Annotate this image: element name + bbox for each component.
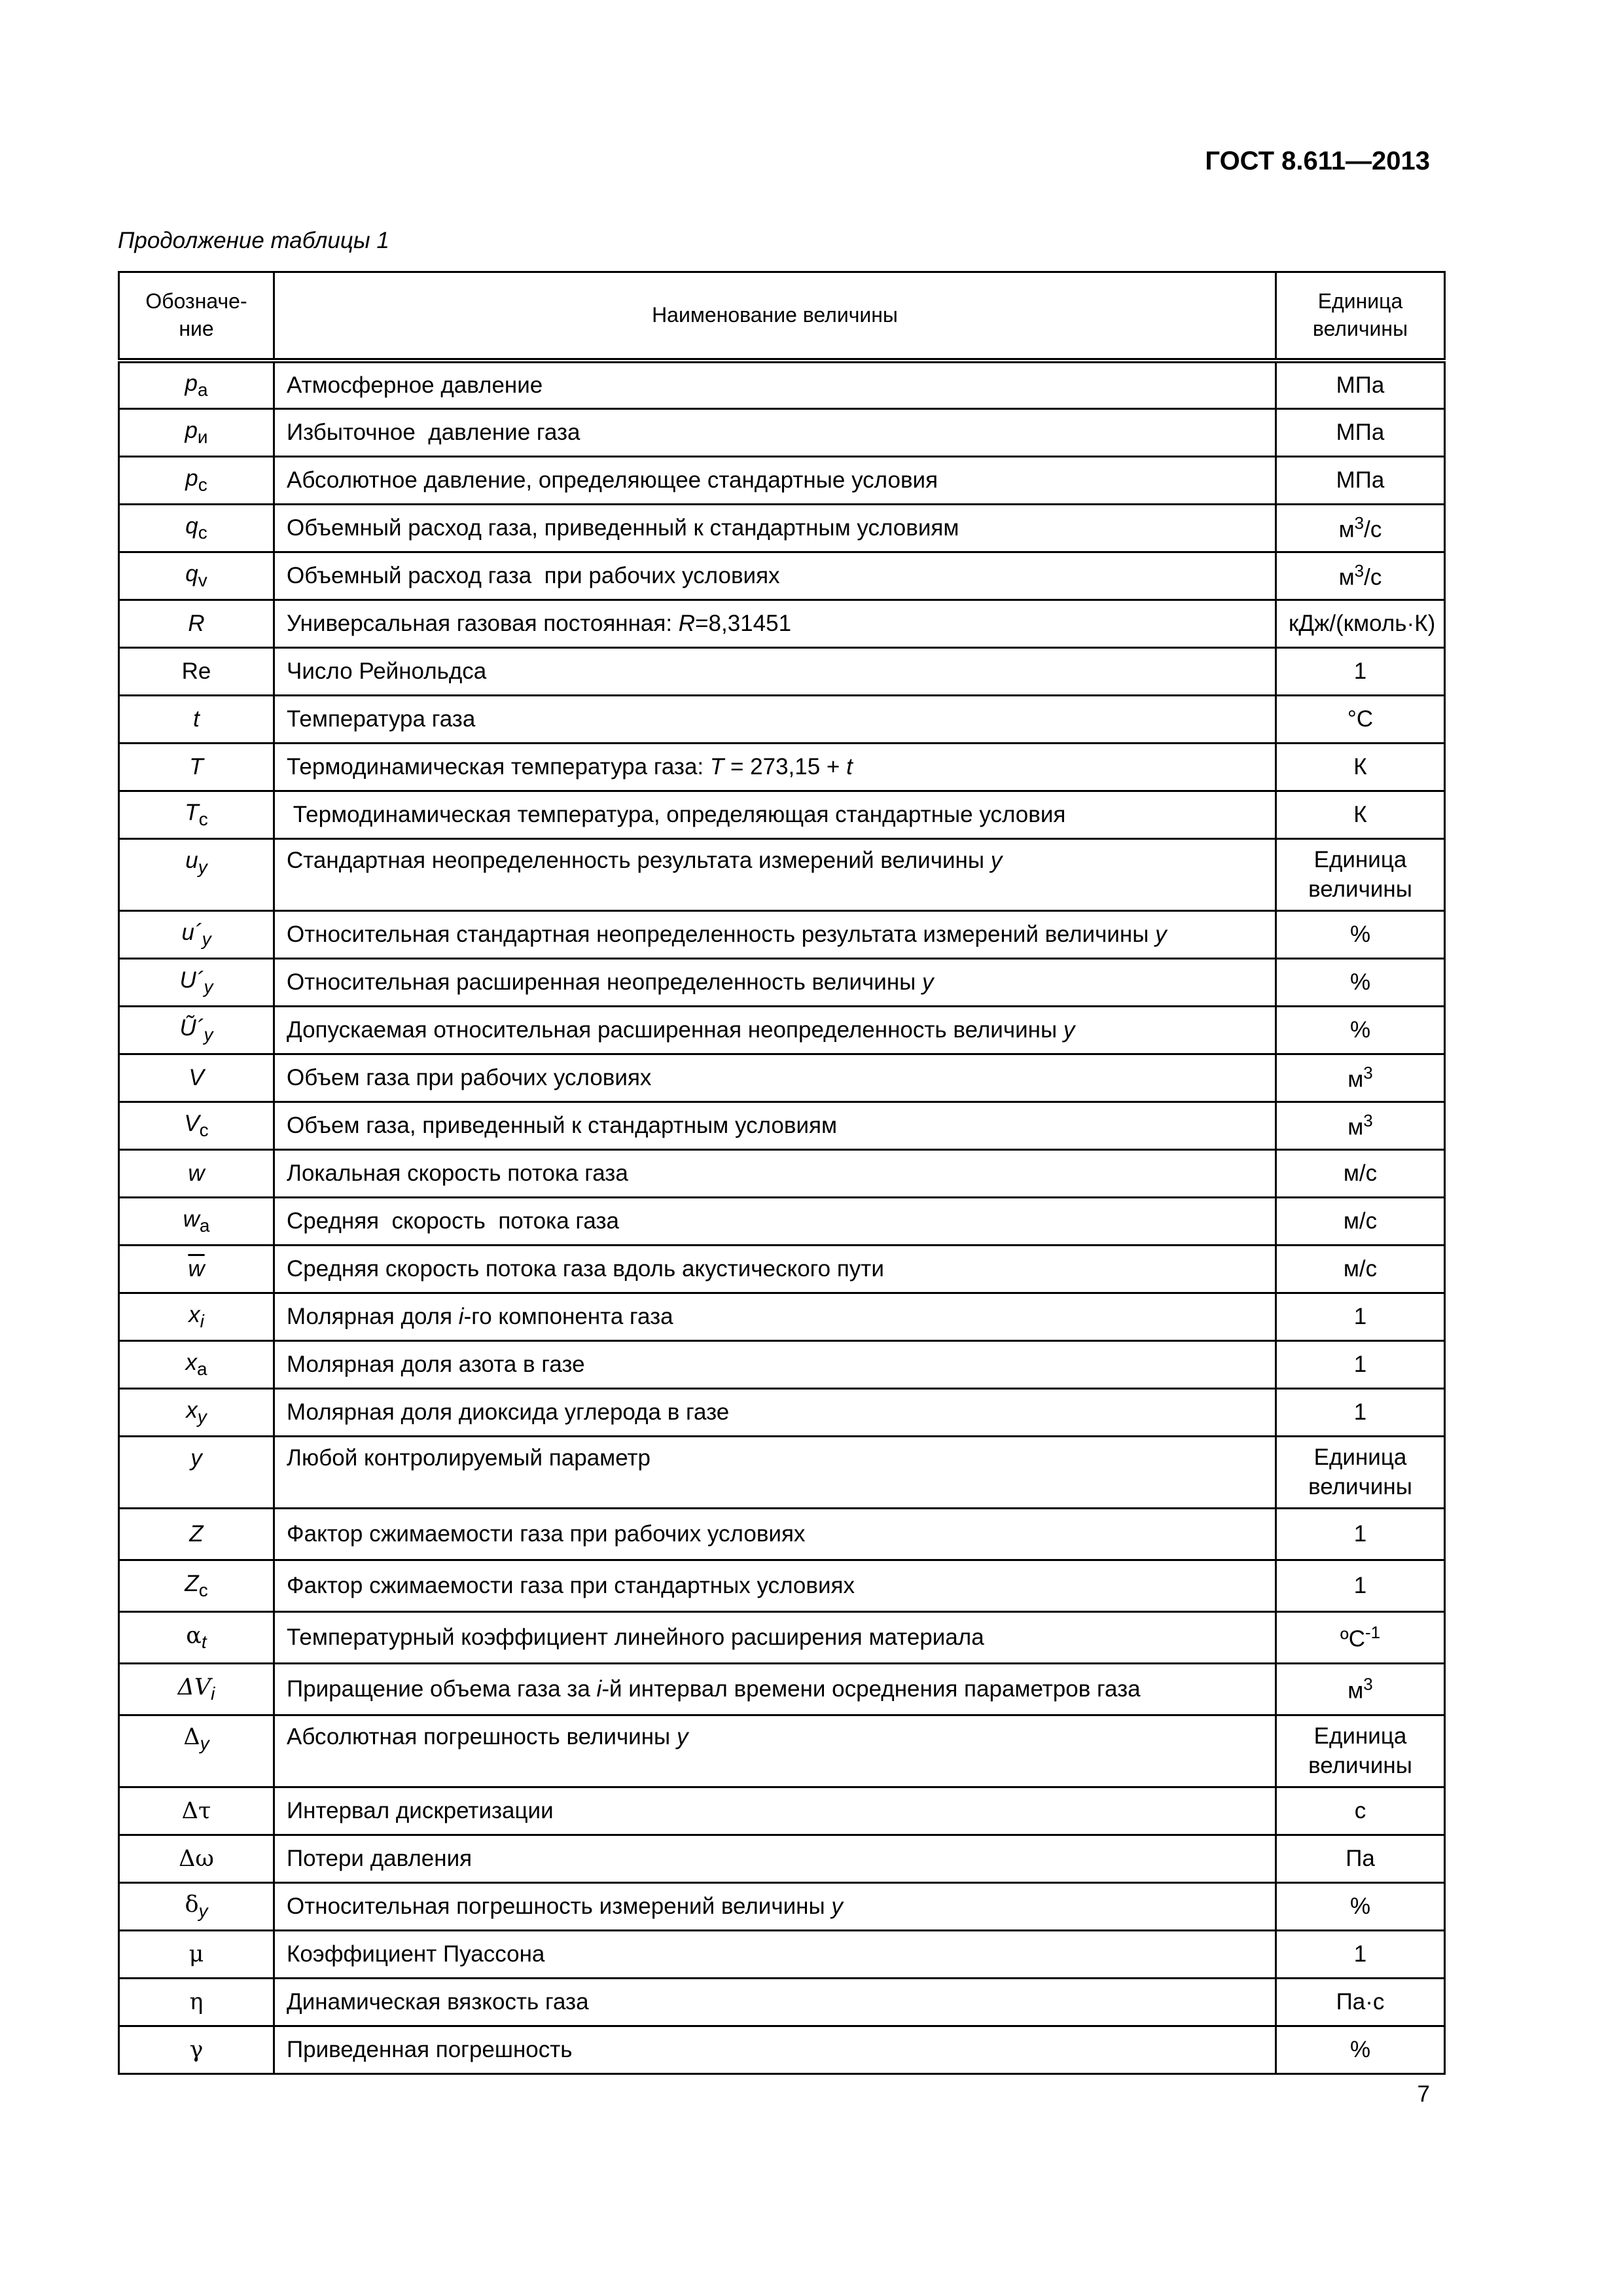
unit-cell: Единица величины	[1276, 838, 1445, 910]
table-row	[119, 1560, 1445, 1611]
name-cell: Избыточное давление газа	[274, 408, 1276, 456]
table-row	[119, 456, 1445, 504]
symbol-cell: $w_a$	[119, 1197, 274, 1245]
symbol-cell: $p_c$	[119, 456, 274, 504]
table-row	[119, 408, 1445, 456]
unit-cell: $м^3$	[1276, 1663, 1445, 1715]
unit-cell: $м^3$	[1276, 1102, 1445, 1149]
name-cell: Температура газа	[274, 695, 1276, 743]
name-cell: Потери давления	[274, 1835, 1276, 1882]
symbol-cell: $x_y$	[119, 1388, 274, 1436]
table-row	[119, 1882, 1445, 1930]
symbol-cell: $U´_y$	[119, 958, 274, 1006]
table-row	[119, 600, 1445, 647]
table-row	[119, 1245, 1445, 1293]
table-row	[119, 1835, 1445, 1882]
table-row	[119, 1663, 1445, 1715]
name-cell: Относительная погрешность измерений величины y	[274, 1882, 1276, 1930]
name-cell: Термодинамическая температура газа: T = 273,15 + t	[274, 743, 1276, 791]
symbol-cell: $\delta_y$	[119, 1882, 274, 1930]
symbol-cell: $q_v$	[119, 552, 274, 600]
name-cell: Молярная доля азота в газе	[274, 1340, 1276, 1388]
unit-cell: ºС$^{-1}$	[1276, 1611, 1445, 1663]
symbol-cell: Δτ	[119, 1787, 274, 1835]
name-cell: Абсолютная погрешность величины y	[274, 1715, 1276, 1787]
name-cell: Коэффициент Пуассона	[274, 1930, 1276, 1978]
name-cell: Термодинамическая температура, определяющая стандартные условия	[274, 791, 1276, 838]
table-row	[119, 1197, 1445, 1245]
name-cell: Допускаемая относительная расширенная неопределенность величины y	[274, 1006, 1276, 1054]
symbol-cell: $Z_c$	[119, 1560, 274, 1611]
name-cell: Универсальная газовая постоянная: R=8,31451	[274, 600, 1276, 647]
table-row	[119, 1715, 1445, 1787]
symbol-cell: $p_a$	[119, 361, 274, 408]
name-cell: Объемный расход газа при рабочих условиях	[274, 552, 1276, 600]
unit-cell: $м^3$	[1276, 1054, 1445, 1102]
table-row	[119, 1006, 1445, 1054]
name-cell: Приведенная погрешность	[274, 2026, 1276, 2073]
table-row	[119, 1388, 1445, 1436]
symbol-cell: $x_a$	[119, 1340, 274, 1388]
symbol-cell: $p_и$	[119, 408, 274, 456]
symbol-cell: $q_c$	[119, 504, 274, 552]
symbol-cell: γ	[119, 2026, 274, 2073]
name-cell: Любой контролируемый параметр	[274, 1436, 1276, 1508]
table-row	[119, 838, 1445, 910]
table-row	[119, 1978, 1445, 2026]
symbol-cell: $T_c$	[119, 791, 274, 838]
unit-cell: МПа	[1276, 456, 1445, 504]
unit-cell: %	[1276, 1006, 1445, 1054]
symbol-cell: $u´_y$	[119, 910, 274, 958]
unit-cell: %	[1276, 910, 1445, 958]
symbol-cell: η	[119, 1978, 274, 2026]
name-cell: Средняя скорость потока газа вдоль акустического пути	[274, 1245, 1276, 1293]
symbol-cell: $\alpha_t$	[119, 1611, 274, 1663]
unit-cell: Па	[1276, 1835, 1445, 1882]
symbols-table	[118, 271, 1446, 2075]
table-row	[119, 647, 1445, 695]
symbol-cell: Z	[119, 1508, 274, 1560]
name-cell: Локальная скорость потока газа	[274, 1149, 1276, 1197]
unit-cell: К	[1276, 743, 1445, 791]
table-row	[119, 1054, 1445, 1102]
table-row	[119, 1611, 1445, 1663]
name-cell: Фактор сжимаемости газа при стандартных условиях	[274, 1560, 1276, 1611]
unit-cell: Единица величины	[1276, 1436, 1445, 1508]
header-unit: Единица величины	[1276, 272, 1445, 361]
table-row	[119, 504, 1445, 552]
table-row	[119, 1436, 1445, 1508]
name-cell: Относительная стандартная неопределенность результата измерений величины y	[274, 910, 1276, 958]
unit-cell: 1	[1276, 647, 1445, 695]
header-symbol: Обозначе- ние	[119, 272, 274, 361]
page-number: 7	[1417, 2081, 1430, 2107]
symbol-cell: μ	[119, 1930, 274, 1978]
unit-cell: 1	[1276, 1388, 1445, 1436]
unit-cell: °С	[1276, 695, 1445, 743]
symbol-cell: $\overline{w}$	[119, 1245, 274, 1293]
unit-cell: %	[1276, 2026, 1445, 2073]
unit-cell: 1	[1276, 1508, 1445, 1560]
unit-cell: МПа	[1276, 361, 1445, 408]
name-cell: Объем газа, приведенный к стандартным условиям	[274, 1102, 1276, 1149]
name-cell: Динамическая вязкость газа	[274, 1978, 1276, 2026]
table-row	[119, 695, 1445, 743]
unit-cell: кДж/(кмоль·К)	[1276, 600, 1445, 647]
name-cell: Температурный коэффициент линейного расширения материала	[274, 1611, 1276, 1663]
name-cell: Атмосферное давление	[274, 361, 1276, 408]
symbol-cell: $V_c$	[119, 1102, 274, 1149]
unit-cell: м/с	[1276, 1245, 1445, 1293]
unit-cell: Единица величины	[1276, 1715, 1445, 1787]
unit-cell: 1	[1276, 1560, 1445, 1611]
unit-cell: с	[1276, 1787, 1445, 1835]
table-row	[119, 1149, 1445, 1197]
table-row	[119, 1787, 1445, 1835]
symbol-cell: $Ũ´_y$	[119, 1006, 274, 1054]
symbol-cell: $\Delta_y$	[119, 1715, 274, 1787]
name-cell: Молярная доля диоксида углерода в газе	[274, 1388, 1276, 1436]
name-cell: Средняя скорость потока газа	[274, 1197, 1276, 1245]
unit-cell: %	[1276, 1882, 1445, 1930]
unit-cell: МПа	[1276, 408, 1445, 456]
symbol-cell: Re	[119, 647, 274, 695]
unit-cell: $м^3/с$	[1276, 504, 1445, 552]
header-name: Наименование величины	[274, 272, 1276, 361]
table-header-row	[119, 272, 1445, 361]
table-row	[119, 1508, 1445, 1560]
unit-cell: К	[1276, 791, 1445, 838]
unit-cell: 1	[1276, 1930, 1445, 1978]
unit-cell: м/с	[1276, 1149, 1445, 1197]
symbol-cell: y	[119, 1436, 274, 1508]
table-row	[119, 958, 1445, 1006]
name-cell: Приращение объема газа за i-й интервал времени осреднения параметров газа	[274, 1663, 1276, 1715]
symbol-cell: $x_i$	[119, 1293, 274, 1340]
unit-cell: Па·с	[1276, 1978, 1445, 2026]
unit-cell: м/с	[1276, 1197, 1445, 1245]
symbol-cell: t	[119, 695, 274, 743]
name-cell: Интервал дискретизации	[274, 1787, 1276, 1835]
name-cell: Относительная расширенная неопределенность величины y	[274, 958, 1276, 1006]
name-cell: Молярная доля i-го компонента газа	[274, 1293, 1276, 1340]
symbol-cell: Δω	[119, 1835, 274, 1882]
name-cell: Стандартная неопределенность результата измерений величины y	[274, 838, 1276, 910]
unit-cell: $м^3/с$	[1276, 552, 1445, 600]
symbol-cell: w	[119, 1149, 274, 1197]
name-cell: Фактор сжимаемости газа при рабочих условиях	[274, 1508, 1276, 1560]
symbol-cell: $\Delta V_i$	[119, 1663, 274, 1715]
name-cell: Число Рейнольдса	[274, 647, 1276, 695]
table-row	[119, 2026, 1445, 2073]
table-row	[119, 361, 1445, 408]
name-cell: Объемный расход газа, приведенный к стандартным условиям	[274, 504, 1276, 552]
table-continuation-label: Продолжение таблицы 1	[118, 228, 389, 253]
document-code: ГОСТ 8.611—2013	[1205, 147, 1430, 175]
table-row	[119, 1293, 1445, 1340]
symbol-cell: T	[119, 743, 274, 791]
name-cell: Абсолютное давление, определяющее стандартные условия	[274, 456, 1276, 504]
table-row	[119, 1340, 1445, 1388]
symbol-cell: V	[119, 1054, 274, 1102]
table-row	[119, 552, 1445, 600]
table-row	[119, 791, 1445, 838]
unit-cell: 1	[1276, 1293, 1445, 1340]
unit-cell: %	[1276, 958, 1445, 1006]
table-row	[119, 910, 1445, 958]
table-row	[119, 1930, 1445, 1978]
unit-cell: 1	[1276, 1340, 1445, 1388]
symbol-cell: $u_y$	[119, 838, 274, 910]
name-cell: Объем газа при рабочих условиях	[274, 1054, 1276, 1102]
table-row	[119, 743, 1445, 791]
table-row	[119, 1102, 1445, 1149]
symbol-cell: R	[119, 600, 274, 647]
